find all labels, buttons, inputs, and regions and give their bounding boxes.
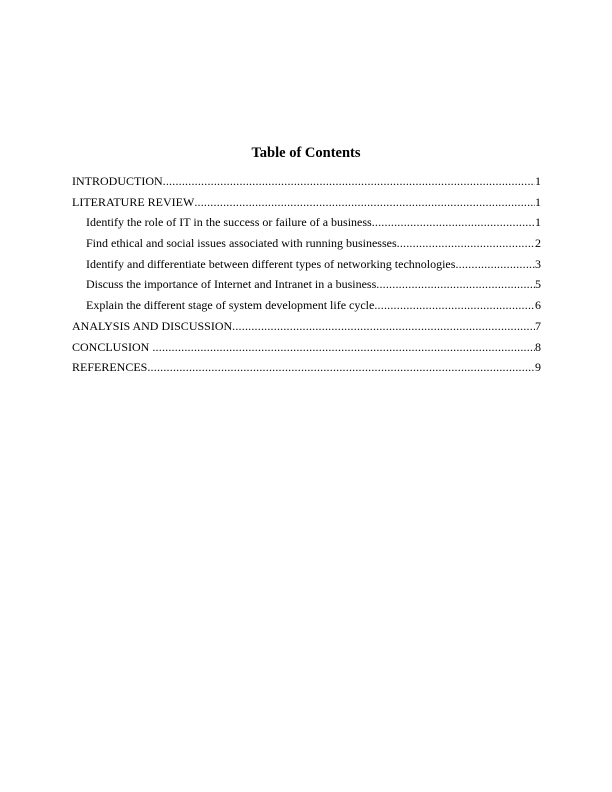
toc-entry-label: ANALYSIS AND DISCUSSION bbox=[72, 318, 233, 333]
toc-dot-leader bbox=[455, 257, 535, 271]
toc-entry-networking-technologies[interactable] bbox=[72, 257, 541, 278]
toc-entry-ethical-social-issues[interactable] bbox=[72, 236, 541, 257]
toc-entry-label: INTRODUCTION bbox=[72, 174, 163, 188]
toc-entry-introduction[interactable] bbox=[72, 174, 541, 195]
toc-entry-conclusion[interactable] bbox=[72, 340, 541, 361]
toc-dot-leader bbox=[372, 215, 535, 229]
toc-entry-label: Identify the role of IT in the success or failure of a business bbox=[86, 215, 372, 230]
toc-dot-leader bbox=[194, 195, 535, 209]
toc-entry-label: Find ethical and social issues associated with running businesses bbox=[86, 236, 397, 251]
toc-page-number: 7 bbox=[535, 318, 541, 333]
toc-dot-leader bbox=[376, 277, 535, 291]
toc-page-number: 5 bbox=[535, 277, 541, 292]
toc-page-number: 9 bbox=[535, 360, 541, 375]
toc-dot-leader bbox=[152, 340, 535, 354]
toc-dot-leader bbox=[163, 174, 535, 188]
toc-entry-label: Explain the different stage of system development life cycle bbox=[86, 298, 375, 313]
toc-title: Table of Contents bbox=[251, 145, 361, 161]
toc-page-number: 1 bbox=[535, 194, 541, 209]
toc-dot-leader bbox=[232, 319, 535, 333]
toc-page-number: 8 bbox=[535, 339, 541, 354]
toc-list bbox=[72, 174, 541, 381]
toc-entry-references[interactable] bbox=[72, 360, 541, 381]
toc-entry-label: LITERATURE REVIEW bbox=[72, 194, 195, 209]
toc-page-number: 1 bbox=[535, 174, 541, 188]
toc-entry-label: REFERENCES bbox=[72, 360, 148, 375]
toc-page-number: 6 bbox=[535, 298, 541, 313]
toc-entry-sdlc[interactable] bbox=[72, 298, 541, 319]
toc-page-number: 1 bbox=[535, 215, 541, 230]
toc-entry-internet-intranet[interactable] bbox=[72, 277, 541, 298]
toc-page-number: 2 bbox=[535, 236, 541, 251]
toc-dot-leader bbox=[397, 236, 535, 250]
toc-entry-analysis-discussion[interactable] bbox=[72, 319, 541, 340]
toc-entry-literature-review[interactable] bbox=[72, 195, 541, 216]
toc-page-number: 3 bbox=[535, 256, 541, 271]
toc-entry-role-of-it[interactable] bbox=[72, 215, 541, 236]
toc-dot-leader bbox=[374, 298, 535, 312]
toc-dot-leader bbox=[147, 360, 535, 374]
toc-entry-label: CONCLUSION bbox=[72, 339, 153, 354]
toc-entry-label: Discuss the importance of Internet and Intranet in a business bbox=[86, 277, 377, 292]
toc-entry-label: Identify and differentiate between different types of networking technologies bbox=[86, 256, 456, 271]
